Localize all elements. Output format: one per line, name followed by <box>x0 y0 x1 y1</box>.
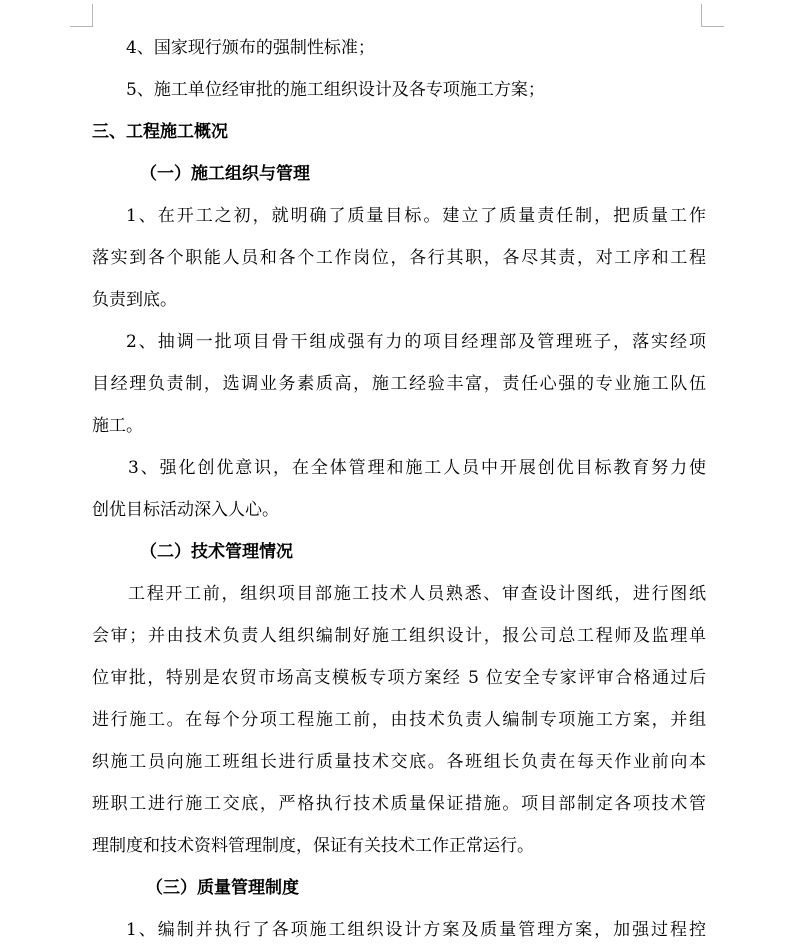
paragraph-line: 目经理负责制，选调业务素质高，施工经验丰富，责任心强的专业施工队伍 <box>92 374 706 394</box>
subsection-2-title: （二）技术管理情况 <box>140 542 293 562</box>
paragraph-line: 织施工员向施工班组长进行质量技术交底。各班组长负责在每天作业前向本 <box>92 752 706 772</box>
list-item-5: 5、施工单位经审批的施工组织设计及各专项施工方案； <box>126 80 545 100</box>
document-body <box>92 27 706 951</box>
paragraph-2 <box>92 321 706 447</box>
paragraph-line: 施工。 <box>92 416 143 436</box>
paragraph-3 <box>92 447 706 531</box>
paragraph-line: 班职工进行施工交底，严格执行技术质量保证措施。项目部制定各项技术管 <box>92 794 706 814</box>
paragraph-line: 2、抽调一批项目骨干组成强有力的项目经理部及管理班子，落实经项 <box>126 332 706 352</box>
paragraph-line: 1、在开工之初，就明确了质量目标。建立了质量责任制，把质量工作 <box>126 206 706 226</box>
paragraph-line: 位审批，特别是农贸市场高支模板专项方案经 5 位安全专家评审合格通过后 <box>92 668 706 688</box>
paragraph-1 <box>92 195 706 321</box>
paragraph-line: 工程开工前，组织项目部施工技术人员熟悉、审查设计图纸，进行图纸 <box>128 584 706 604</box>
paragraph-line: 理制度和技术资料管理制度，保证有关技术工作正常运行。 <box>92 836 534 856</box>
paragraph-line: 创优目标活动深入人心。 <box>92 500 279 520</box>
paragraph-line: 3、强化创优意识，在全体管理和施工人员中开展创优目标教育努力使 <box>128 458 706 478</box>
paragraph-technical-management <box>92 573 706 867</box>
paragraph-quality-management <box>92 909 706 951</box>
corner-crop-mark-left <box>70 4 93 27</box>
paragraph-line: 负责到底。 <box>92 290 177 310</box>
section-3-title: 三、工程施工概况 <box>92 122 228 142</box>
list-item-4: 4、国家现行颁布的强制性标准； <box>126 38 375 58</box>
paragraph-line: 1、编制并执行了各项施工组织设计方案及质量管理方案，加强过程控 <box>126 920 706 940</box>
paragraph-line: 会审；并由技术负责人组织编制好施工组织设计，报公司总工程师及监理单 <box>92 626 706 646</box>
paragraph-line: 进行施工。在每个分项工程施工前，由技术负责人编制专项施工方案，并组 <box>92 710 706 730</box>
corner-crop-mark-right <box>701 4 724 27</box>
subsection-1-title: （一）施工组织与管理 <box>140 164 310 184</box>
subsection-3-title: （三）质量管理制度 <box>146 878 299 898</box>
paragraph-line: 落实到各个职能人员和各个工作岗位，各行其职，各尽其责，对工序和工程 <box>92 248 706 268</box>
